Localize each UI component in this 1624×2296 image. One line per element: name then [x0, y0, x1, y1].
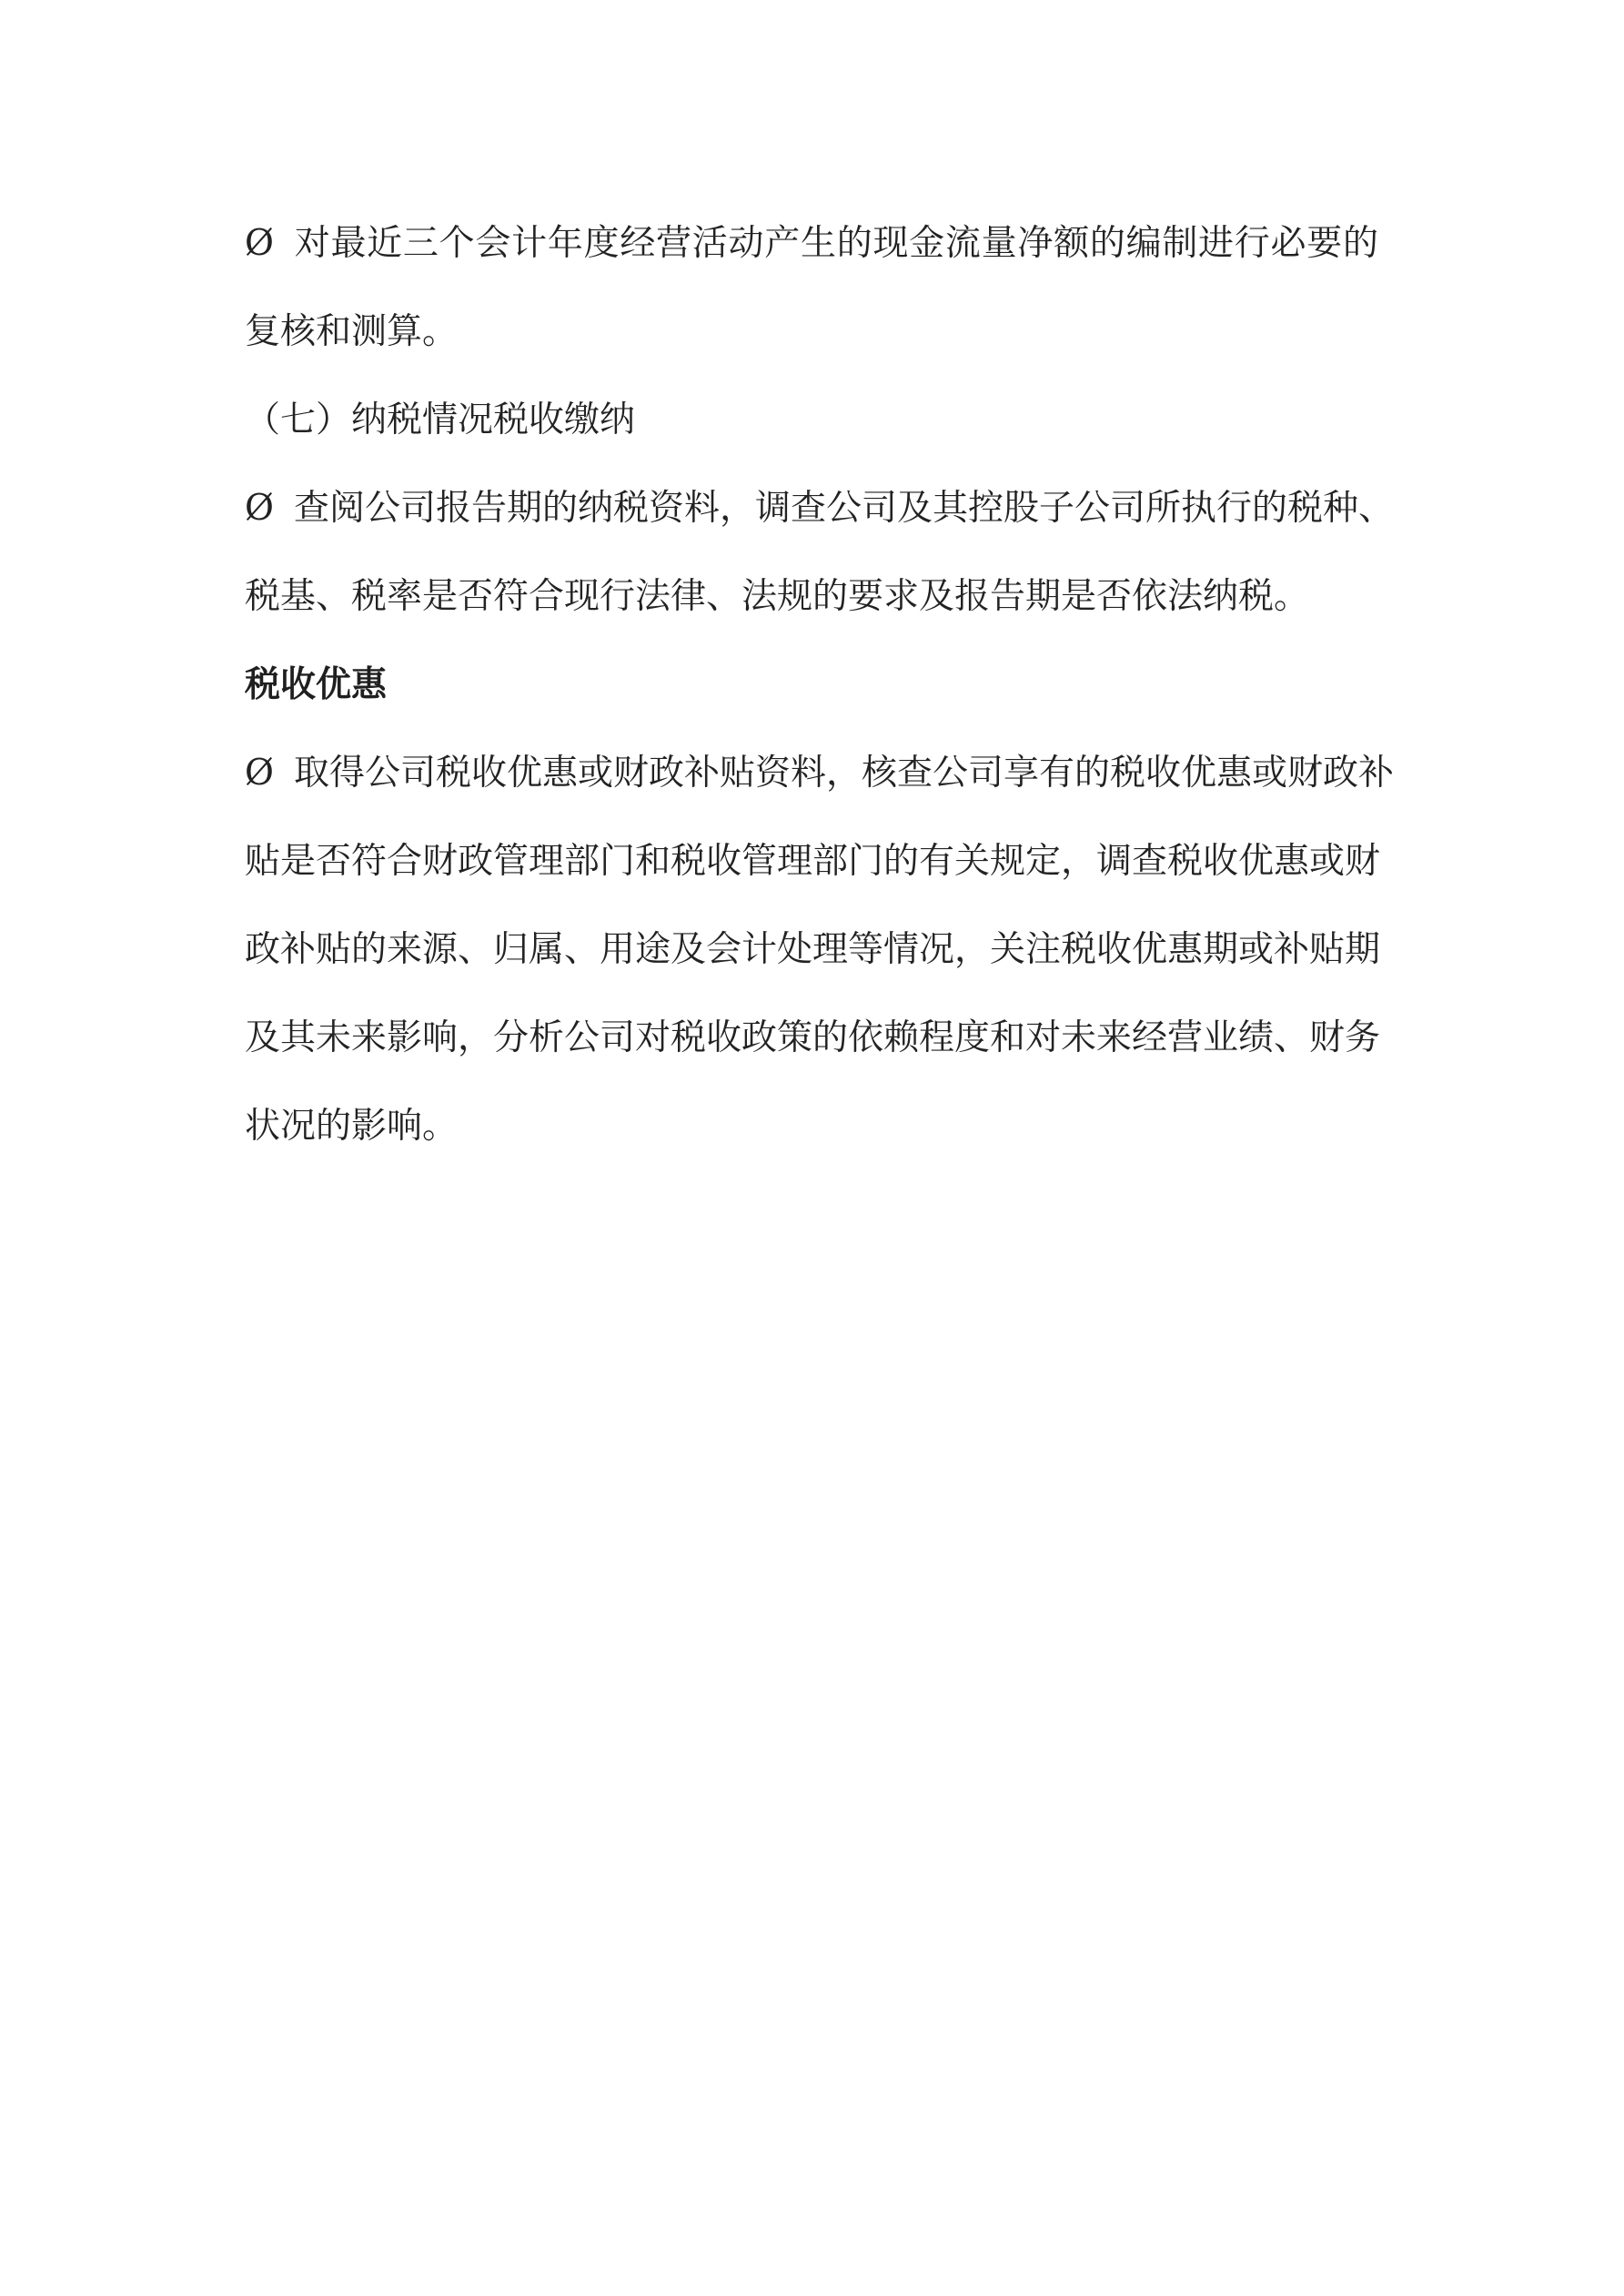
text-line [245, 552, 1378, 641]
text-run: 贴是否符合财政管理部门和税收管理部门的有关规定，调查税收优惠或财 [245, 841, 1381, 882]
text-line [245, 994, 1381, 1082]
section-heading [245, 376, 1378, 464]
bullet-icon: Ø [245, 753, 274, 794]
text-line [245, 199, 1378, 288]
text-line [245, 905, 1381, 994]
bold-heading-text: 税收优惠 [245, 663, 388, 705]
text-line [245, 641, 1378, 729]
text-run: 取得公司税收优惠或财政补贴资料，核查公司享有的税收优惠或财政补 [293, 753, 1394, 794]
text-run: 税基、税率是否符合现行法律、法规的要求及报告期是否依法纳税。 [245, 576, 1310, 617]
bullet-paragraph [245, 464, 1394, 641]
text-run: 及其未来影响，分析公司对税收政策的依赖程度和对未来经营业绩、财务 [245, 1017, 1381, 1058]
bold-heading [245, 641, 1378, 729]
text-line [245, 729, 1394, 817]
text-line [245, 817, 1381, 905]
text-run: 政补贴的来源、归属、用途及会计处理等情况，关注税收优惠期或补贴期 [245, 929, 1381, 970]
text-line [245, 376, 1378, 464]
text-line [245, 464, 1394, 552]
document-body [245, 199, 1394, 1170]
bullet-paragraph [245, 199, 1378, 376]
section-heading-text: （七）纳税情况税收缴纳 [245, 400, 636, 440]
text-run: 对最近三个会计年度经营活动产生的现金流量净额的编制进行必要的 [293, 223, 1378, 264]
bullet-icon: Ø [245, 488, 274, 529]
bullet-paragraph [245, 729, 1394, 1170]
text-run: 查阅公司报告期的纳税资料，调查公司及其控股子公司所执行的税种、 [293, 488, 1394, 529]
text-line [245, 288, 1378, 376]
text-run: 状况的影响。 [245, 1106, 459, 1147]
text-run: 复核和测算。 [245, 311, 459, 352]
bullet-icon: Ø [245, 223, 274, 264]
text-line [245, 1082, 1378, 1170]
